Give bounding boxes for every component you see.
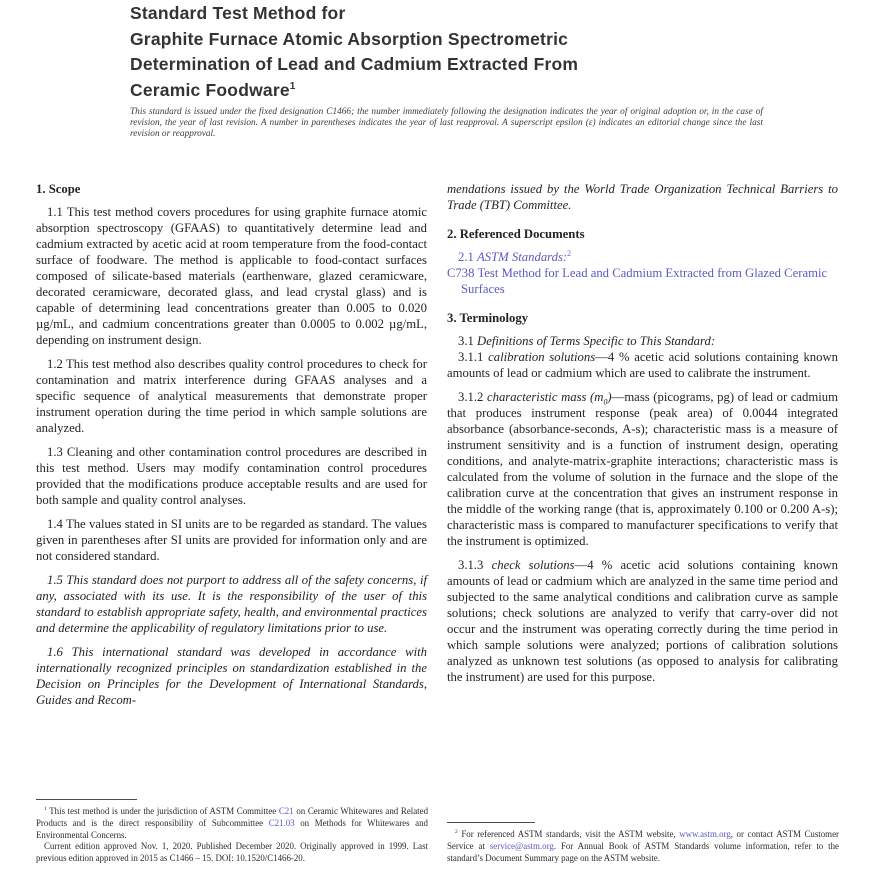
left-column — [36, 181, 427, 708]
scope-paragraph-1-5: 1.5 This standard does not purport to address all of the safety concerns, if any, associated with its use. It is the responsibility of the user of this standard to establish appropriate safety, health, and environmental practices and determine the applicability of regulatory limitations prior to use. — [36, 573, 427, 635]
committee-c21-link[interactable]: C21 — [278, 806, 294, 816]
definition-characteristic-mass: 3.1.2 characteristic mass $(m_0)—mass$ (picograms, pg) of lead or cadmium that produces instrument response (peak area) of 0.0044 integrated absorbance (absorbance-seconds, A-s); characteristic mass is a measure of instrument sensitivity and is a function of instrument design, operating conditions, and analyte-matrix-graphite interactions; characteristic mass is calculated from the volume of solution in the furnace and the slope of the calibration curve at the concentration that gives an instrument response in the middle of the working range (that is, approximately 0.100 or 0.200 A-s); characteristic mass is compared to manufacturer specifications to verify that the instrument is optimized. — [447, 390, 838, 548]
definition-check-solutions: 3.1.3 check solutions—4 % acetic acid solutions containing known amounts of lead or cadmium which are analyzed in the same time period and subjected to the same analytical conditions and calibration curve as sample solutions; check solutions are analyzed to verify that carry-over did not occur and the instrument was operating correctly during the time period in which sample solutions were analyzed; portions of calibration solutions analyzed as unknown test solutions (as opposed to analysis for calibrating the instrument) are used for this purpose. — [447, 558, 838, 684]
footnote-1-marker: 1 — [44, 806, 47, 813]
paragraph-number: 3.1.2 — [458, 390, 487, 404]
astm-website-link[interactable]: www.astm.org — [679, 829, 731, 839]
scope-paragraph-1-3: 1.3 Cleaning and other contamination control procedures are described in this test method. Users may modify contamination control procedures provided that the modifications produce acceptable results and are used for both sample and quality control analyses. — [36, 445, 427, 507]
footnote-2-marker: 2 — [455, 829, 458, 836]
issuance-note: This standard is issued under the fixed designation C1466; the number immediately following the designation indicates the year of original adoption or, in the case of revision, the year of last revision. A number in parentheses indicates the year of last reapproval. A superscript epsilon (ε) indicates an editorial change since the last revision or reapproval. — [130, 107, 763, 139]
scope-paragraph-1-6: 1.6 This international standard was developed in accordance with internationally recognized principles on standardization established in the Decision on Principles for the Development of International Standards, Guides and Recom- — [36, 645, 427, 707]
paragraph-number: 3.1 — [458, 334, 478, 348]
referenced-documents-paragraph-2-1 — [447, 249, 838, 265]
defined-term: characteristic mass $(m_0)$ — [486, 390, 612, 407]
referenced-standard-c738-link[interactable] — [447, 265, 838, 297]
title-line-2: Graphite Furnace Atomic Absorption Spectrometric — [130, 28, 569, 49]
right-column — [447, 181, 838, 685]
scope-paragraph-1-6-continuation: mendations issued by the World Trade Organization Technical Barriers to Trade (TBT) Committee. — [447, 182, 838, 212]
document-title — [130, 1, 778, 103]
astm-service-email-link[interactable]: service@astm.org — [489, 840, 554, 851]
footnote-2-marker: 2 — [567, 248, 572, 258]
paragraph-number: 2.1 — [458, 250, 478, 264]
subcommittee-c21-03-link[interactable]: C21.03 — [268, 817, 295, 828]
definition-calibration-solutions: 3.1.1 calibration solutions—4 % acetic acid solutions containing known amounts of lead or cadmium which are used to calibrate the instrument. — [447, 350, 838, 380]
scope-paragraph-1-2: 1.2 This test method also describes quality control procedures to check for contamination and matrix interference during GFAAS analyses and a specific sequence of analytical measurements that demonstrate proper instrument operation during the time period in which sample solutions are analyzed. — [36, 357, 427, 435]
paragraph-number: 3.1.1 — [458, 350, 489, 364]
astm-standards-label: ASTM Standards: — [477, 250, 568, 264]
footnote-2 — [447, 822, 839, 864]
scope-heading: 1. Scope — [36, 182, 81, 196]
defined-term: check solutions — [491, 558, 575, 572]
footnote-1 — [36, 799, 428, 865]
footnote-2-referenced-standards: $^2$ For referenced ASTM standards, visit the ASTM website, www.astm.org, or contact ASTM Customer Service at service@astm.org. For Annual Book of ASTM Standards volume information, refer to the standard’s Document Summary page on the ASTM website. — [447, 829, 839, 863]
title-line-3: Determination of Lead and Cadmium Extracted From — [130, 54, 579, 74]
footnote-1-edition: Current edition approved Nov. 1, 2020. Published December 2020. Originally approved in 1999. Last previous edition approved in 2015 as C1466 – 15. DOI: 10.1520/C1466-20. — [36, 841, 428, 864]
referenced-documents-heading: 2. Referenced Documents — [447, 227, 585, 241]
footnote-separator-rule — [36, 799, 137, 800]
standard-title[interactable]: Test Method for Lead and Cadmium Extracted from Glazed Ceramic Surfaces — [461, 266, 828, 296]
paragraph-number: 3.1.3 — [458, 558, 492, 572]
terminology-heading: 3. Terminology — [447, 311, 529, 325]
title-footnote-marker: 1 — [289, 80, 296, 92]
terminology-paragraph-3-1: 3.1 Definitions of Terms Specific to This Standard: — [458, 334, 716, 348]
scope-paragraph-1-4: 1.4 The values stated in SI units are to be regarded as standard. The values given in parentheses after SI units are provided for information only and are not considered standard. — [36, 517, 427, 563]
defined-term: calibration solutions — [488, 350, 596, 364]
title-line-4: Ceramic Foodware$^1$ — [130, 79, 296, 100]
footnote-1-jurisdiction: $^1$ This test method is under the jurisdiction of ASTM Committee C21 on Ceramic Whitewares and Related Products and is the direct responsibility of Subcommittee C21.03 on Methods for Whitewares and Environmental Concerns. — [36, 806, 429, 840]
scope-paragraph-1-1: 1.1 This test method covers procedures for using graphite furnace atomic absorption spectroscopy (GFAAS) to quantitatively determine lead and cadmium extracted by acetic acid at room temperature from the food-contact surface of foodware. The method is applicable to food-contact surfaces composed of silicate-based materials (earthenware, glazed ceramicware, decorated ceramicware, decorated glass, and lead crystal glass) and is capable of determining lead concentrations greater than 0.005 to 0.020 µg/mL, and cadmium concentrations greater than 0.0005 to 0.002 µg/mL, depending on instrument design. — [36, 205, 427, 347]
standard-code[interactable]: C738 — [447, 266, 475, 280]
title-kicker: Standard Test Method for — [130, 3, 346, 23]
title-block — [130, 1, 778, 103]
footnote-separator-rule — [447, 822, 535, 823]
